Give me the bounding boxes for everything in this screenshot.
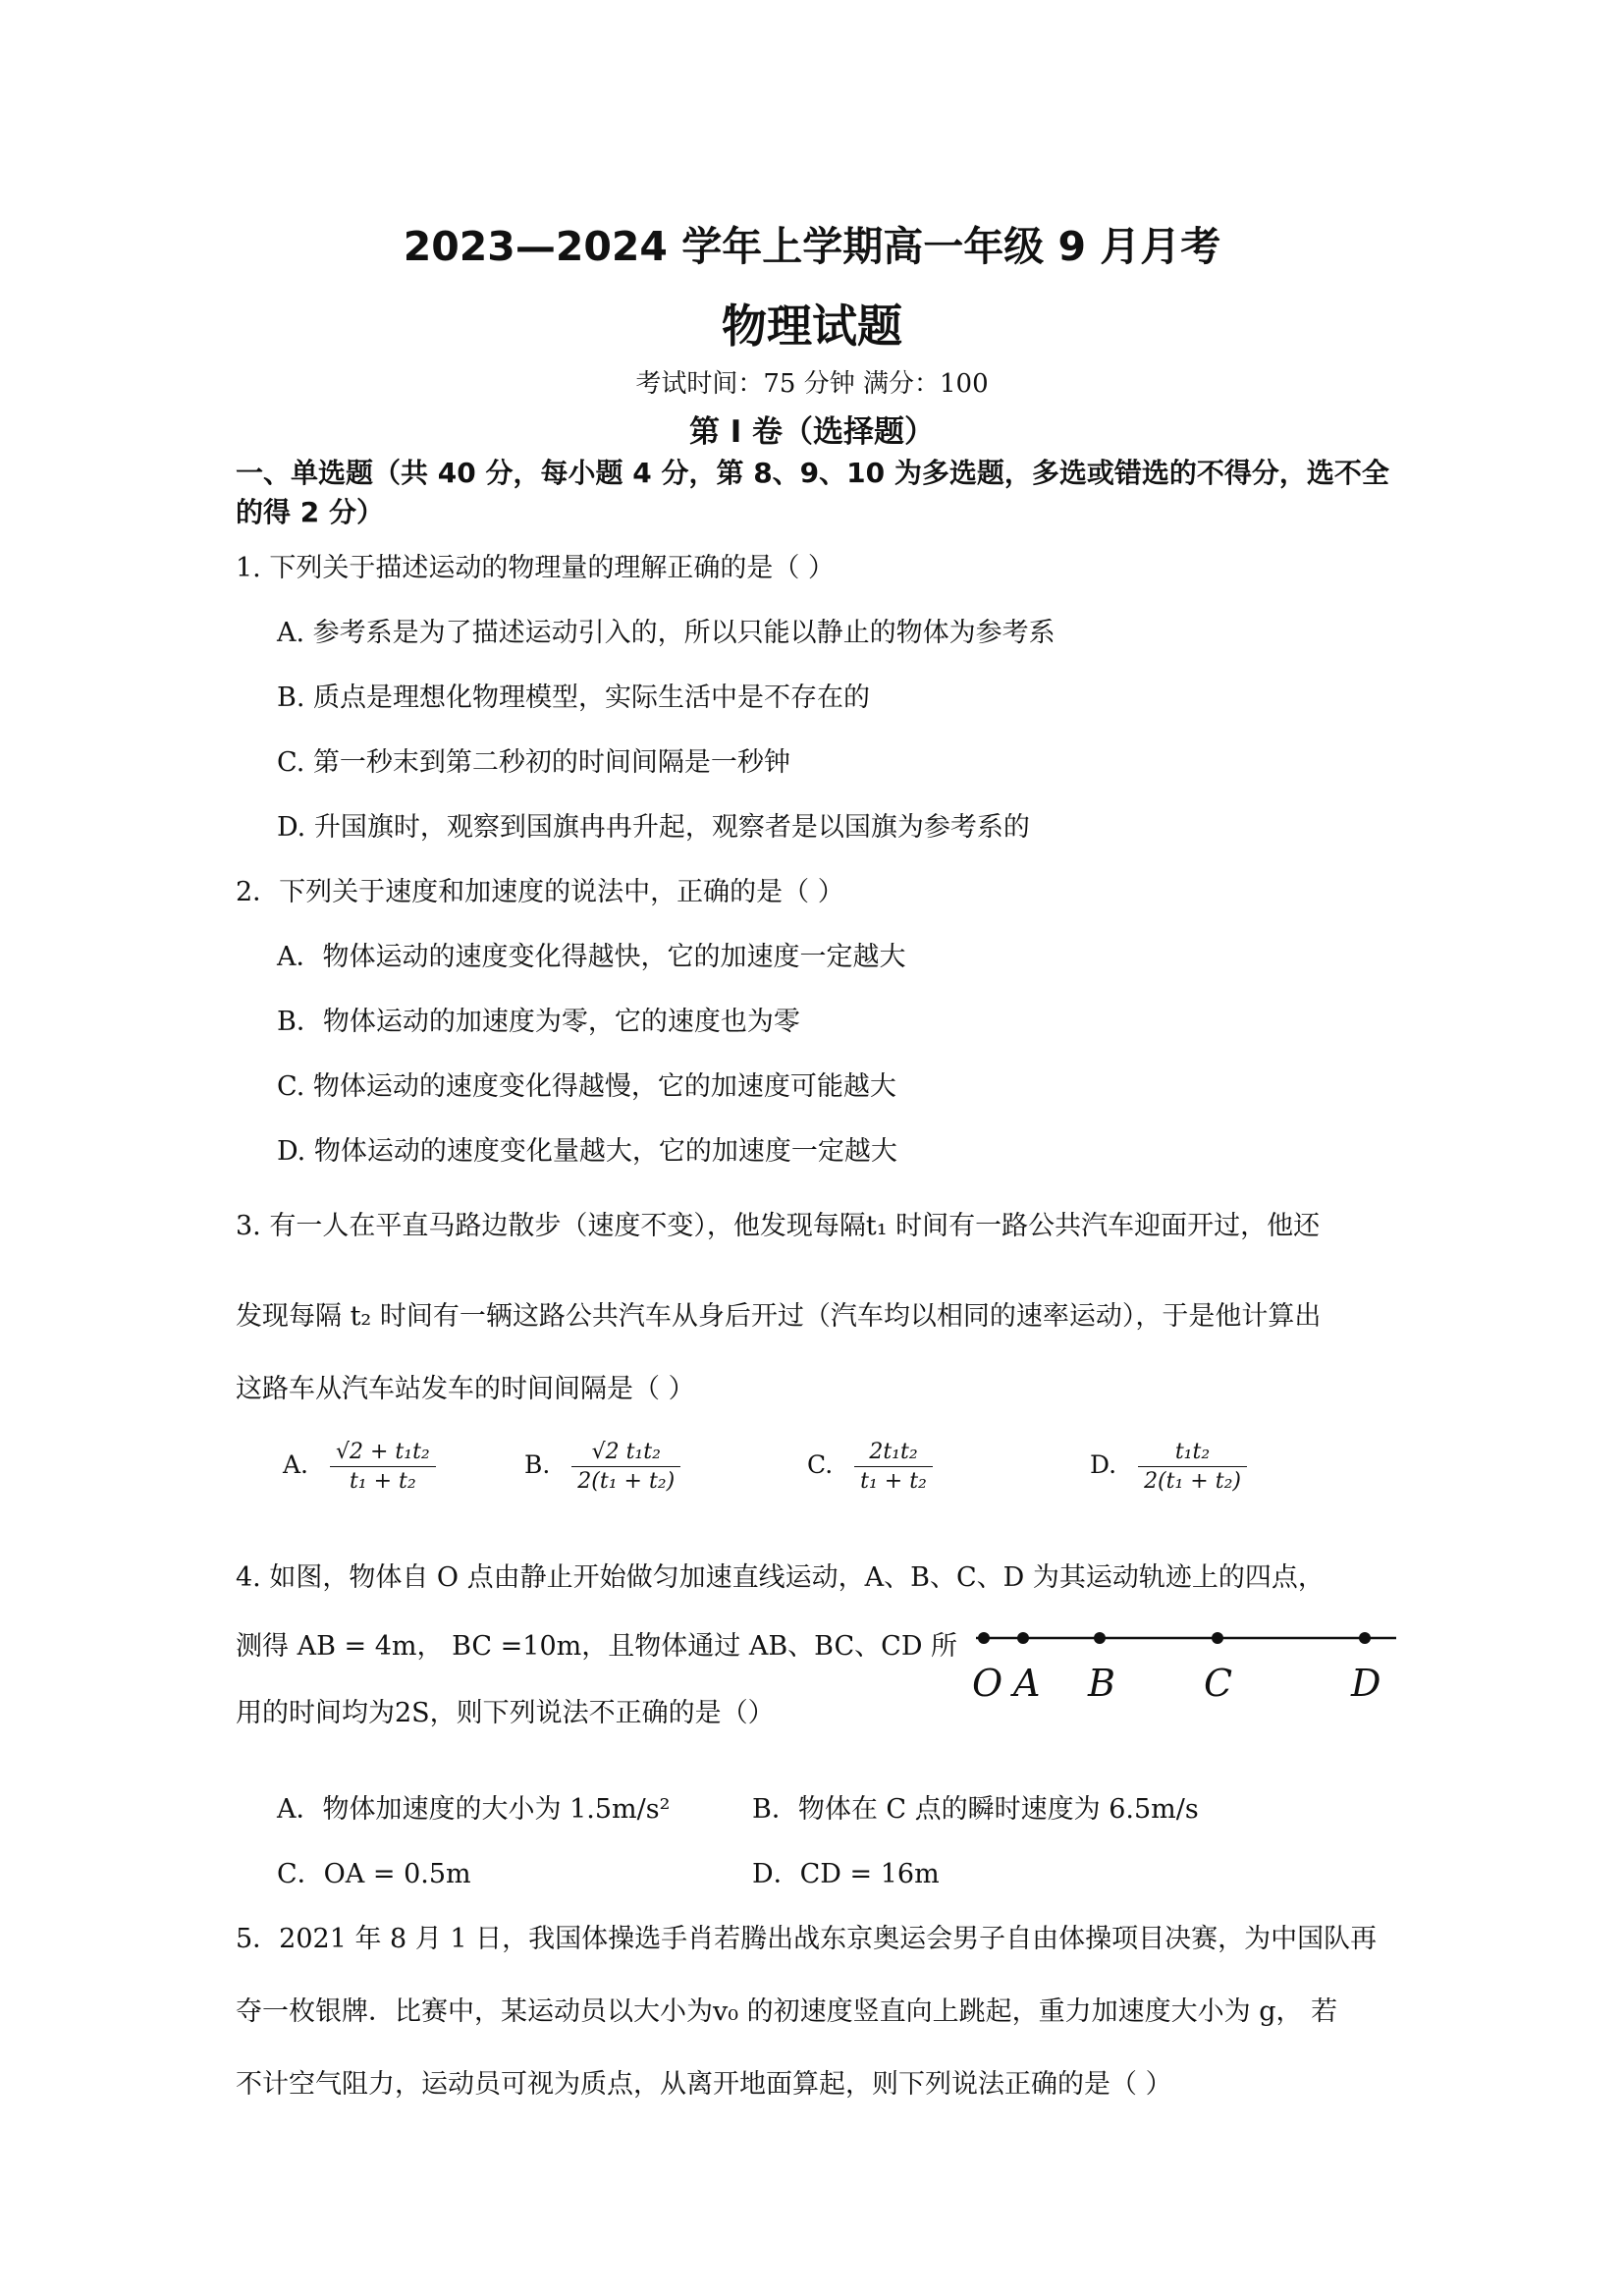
- q3-option-b-numerator: √2 t₁t₂: [571, 1440, 680, 1467]
- q3-option-b-fraction: [571, 1440, 680, 1494]
- q3-option-d-label: D.: [1090, 1450, 1117, 1479]
- q3-option-a-numerator: √2 + t₁t₂: [330, 1440, 436, 1467]
- q3-option-c: [807, 1440, 933, 1494]
- q3-option-b-label: B.: [524, 1450, 551, 1479]
- motion-track-diagram: [972, 1618, 1404, 1707]
- q3-option-c-numerator: 2t₁t₂: [854, 1440, 933, 1467]
- q4-option-c: C．OA = 0.5m: [277, 1859, 471, 1889]
- q3-option-d-fraction: [1138, 1440, 1247, 1494]
- q4-stem-line3: 用的时间均为2S，则下列说法不正确的是（）: [236, 1698, 775, 1728]
- q2-stem: 2．下列关于速度和加速度的说法中，正确的是（ ）: [236, 877, 844, 907]
- q3-option-c-fraction: [854, 1440, 933, 1494]
- subject-title: 物理试题: [722, 300, 902, 353]
- q2-option-b: B．物体运动的加速度为零，它的速度也为零: [277, 1007, 800, 1037]
- q4-option-d: D．CD = 16m: [752, 1859, 940, 1889]
- point-o-label: O: [972, 1662, 1003, 1705]
- point-d-label: D: [1351, 1662, 1381, 1705]
- q3-stem-line1: 3. 有一人在平直马路边散步（速度不变），他发现每隔t₁ 时间有一路公共汽车迎面开过，他还: [236, 1211, 1321, 1241]
- q3-option-c-denominator: t₁ + t₂: [860, 1469, 927, 1494]
- q3-option-a: [283, 1440, 436, 1494]
- q5-stem-line1: 5．2021 年 8 月 1 日，我国体操选手肖若腾出战东京奥运会男子自由体操项目决赛，为中国队再: [236, 1924, 1378, 1954]
- q1-option-a: A. 参考系是为了描述运动引入的，所以只能以静止的物体为参考系: [277, 618, 1056, 648]
- q3-option-a-label: A.: [283, 1450, 309, 1479]
- point-a-label: A: [1013, 1662, 1041, 1705]
- q1-option-d: D. 升国旗时，观察到国旗冉冉升起，观察者是以国旗为参考系的: [277, 812, 1030, 843]
- q3-option-d-denominator: 2(t₁ + t₂): [1144, 1469, 1241, 1494]
- q1-option-c: C. 第一秒末到第二秒初的时间间隔是一秒钟: [277, 747, 790, 778]
- q3-option-d: [1090, 1440, 1247, 1494]
- q4-stem-line2: 测得 AB = 4m， BC =10m，且物体通过 AB、BC、CD 所: [236, 1631, 958, 1662]
- q3-option-a-fraction: [330, 1440, 436, 1494]
- q4-stem-line1: 4. 如图，物体自 O 点由静止开始做匀加速直线运动，A、B、C、D 为其运动轨迹上的四点，: [236, 1562, 1325, 1593]
- q1-stem: 1. 下列关于描述运动的物理量的理解正确的是（ ）: [236, 553, 835, 583]
- motion-track-line: [972, 1618, 1404, 1658]
- q4-option-a: A．物体加速度的大小为 1.5m/s²: [277, 1794, 671, 1825]
- q3-option-b: [524, 1440, 680, 1494]
- part-heading: 第 I 卷（选择题）: [688, 414, 936, 450]
- q5-stem-line2: 夺一枚银牌．比赛中，某运动员以大小为v₀ 的初速度竖直向上跳起，重力加速度大小为 g， 若: [236, 1996, 1338, 2027]
- q3-option-c-label: C.: [807, 1450, 834, 1479]
- q3-option-a-denominator: t₁ + t₂: [349, 1469, 416, 1494]
- q4-option-b: B．物体在 C 点的瞬时速度为 6.5m/s: [752, 1794, 1199, 1825]
- q3-option-d-numerator: t₁t₂: [1138, 1440, 1247, 1467]
- section-heading-line1: 一、单选题（共 40 分，每小题 4 分，第 8、9、10 为多选题，多选或错选的不得分，选不全: [236, 457, 1389, 489]
- q2-option-c: C. 物体运动的速度变化得越慢，它的加速度可能越大: [277, 1071, 896, 1102]
- q2-option-d: D. 物体运动的速度变化量越大，它的加速度一定越大: [277, 1136, 897, 1167]
- exam-title: 2023—2024 学年上学期高一年级 9 月月考: [403, 223, 1221, 270]
- q3-stem-line2: 发现每隔 t₂ 时间有一辆这路公共汽车从身后开过（汽车均以相同的速率运动），于是他计算出: [236, 1301, 1322, 1332]
- q3-option-b-denominator: 2(t₁ + t₂): [577, 1469, 676, 1494]
- point-c-label: C: [1204, 1662, 1233, 1705]
- q3-stem-line3: 这路车从汽车站发车的时间间隔是（ ）: [236, 1374, 695, 1404]
- q1-option-b: B. 质点是理想化物理模型，实际生活中是不存在的: [277, 683, 871, 713]
- point-b-label: B: [1088, 1662, 1115, 1705]
- q2-option-a: A．物体运动的速度变化得越快，它的加速度一定越大: [277, 942, 906, 972]
- exam-info: 考试时间：75 分钟 满分：100: [635, 369, 989, 399]
- section-heading-line2: 的得 2 分）: [236, 496, 384, 528]
- q5-stem-line3: 不计空气阻力，运动员可视为质点，从离开地面算起，则下列说法正确的是（ ）: [236, 2069, 1172, 2100]
